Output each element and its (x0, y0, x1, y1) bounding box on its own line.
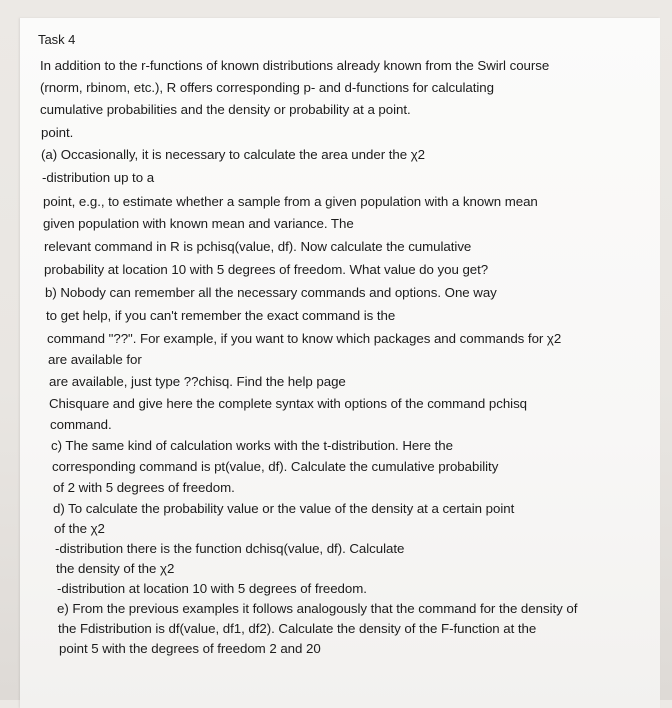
text-line: relevant command in R is pchisq(value, df). Now calculate the cumulative (44, 239, 472, 254)
text-line: -distribution at location 10 with 5 degrees of freedom. (57, 581, 367, 596)
text-line: In addition to the r-functions of known distributions already known from the Swirl course (40, 58, 550, 73)
text-line: -distribution up to a (42, 170, 155, 185)
text-line: b) Nobody can remember all the necessary commands and options. One way (45, 285, 497, 300)
task-title: Task 4 (38, 32, 76, 47)
text-line: of the χ2 (54, 521, 105, 536)
text-line: c) The same kind of calculation works with the t-distribution. Here the (51, 438, 453, 453)
text-line: of 2 with 5 degrees of freedom. (53, 480, 235, 495)
text-line: to get help, if you can't remember the exact command is the (46, 308, 396, 323)
text-line: Chisquare and give here the complete syntax with options of the command pchisq (49, 396, 528, 411)
text-line: (a) Occasionally, it is necessary to calculate the area under the χ2 (41, 147, 425, 162)
text-line: given population with known mean and variance. The (43, 216, 354, 231)
text-line: the density of the χ2 (56, 561, 175, 576)
text-line: point, e.g., to estimate whether a sample from a given population with a known mean (43, 194, 538, 209)
text-line: the Fdistribution is df(value, df1, df2). Calculate the density of the F-function at the (58, 621, 537, 636)
text-line: cumulative probabilities and the density or probability at a point. (40, 102, 411, 117)
text-line: corresponding command is pt(value, df). Calculate the cumulative probability (52, 459, 499, 474)
document-page (20, 18, 660, 708)
text-line: -distribution there is the function dchisq(value, df). Calculate (55, 541, 405, 556)
text-line: command "??". For example, if you want to know which packages and commands for χ2 (47, 331, 562, 346)
text-line: command. (50, 417, 112, 432)
text-line: are available, just type ??chisq. Find the help page (49, 374, 346, 389)
text-line: point 5 with the degrees of freedom 2 and 20 (59, 641, 321, 656)
text-line: d) To calculate the probability value or the value of the density at a certain point (53, 501, 515, 516)
text-line: probability at location 10 with 5 degrees of freedom. What value do you get? (44, 262, 489, 277)
text-line: point. (41, 125, 74, 140)
text-line: e) From the previous examples it follows analogously that the command for the density of (57, 601, 578, 616)
text-line: (rnorm, rbinom, etc.), R offers corresponding p- and d-functions for calculating (40, 80, 494, 95)
text-line: are available for (48, 352, 142, 367)
